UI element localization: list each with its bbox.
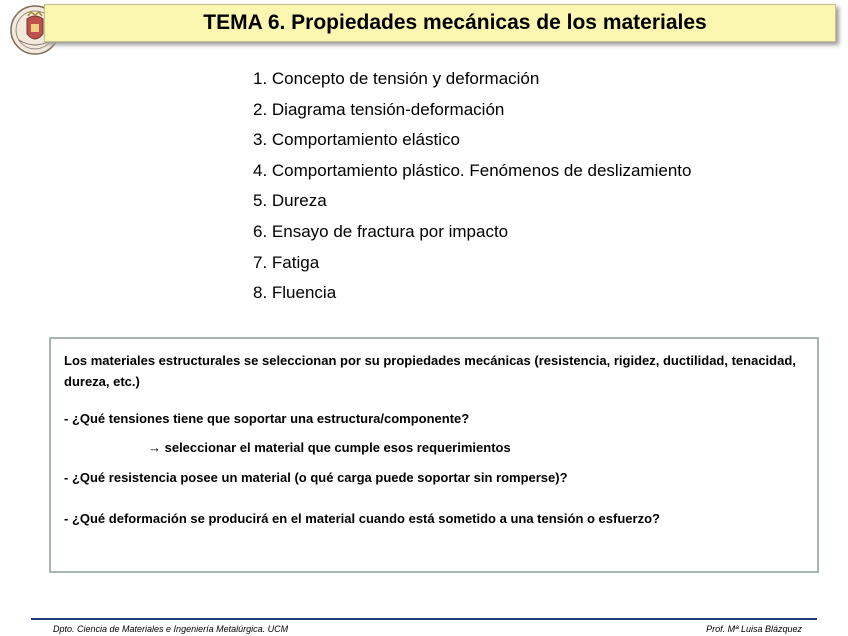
topics-list [253,64,691,309]
topic-item: 3. Comportamiento elástico [253,130,460,150]
footer-rule [31,618,817,620]
footer-department: Dpto. Ciencia de Materiales e Ingeniería Metalúrgica. UCM [53,624,289,634]
topic-item: 2. Diagrama tensión-deformación [253,99,505,119]
topic-item: 6. Ensayo de fractura por impacto [253,221,509,241]
topic-item: 4. Comportamiento plástico. Fenómenos de deslizamiento [253,160,692,180]
title-bar [44,4,836,42]
intro-text: Los materiales estructurales se seleccionan por su propiedades mecánicas (resistencia, rigidez, ductilidad, tenacidad, dureza, etc.) [64,353,796,389]
topic-item: 8. Fluencia [253,283,337,303]
topic-item: 1. Concepto de tensión y deformación [253,69,540,88]
question-3: - ¿Qué deformación se producirá en el material cuando está sometido a una tensión o esfuerzo? [64,511,660,526]
questions-box [49,337,819,573]
page-title: TEMA 6. Propiedades mecánicas de los materiales [203,11,707,34]
topic-item: 7. Fatiga [253,252,320,272]
question-2: - ¿Qué resistencia posee un material (o qué carga puede soportar sin romperse)? [64,470,568,485]
question-1: - ¿Qué tensiones tiene que soportar una estructura/componente? [64,411,470,426]
question-1-answer: → seleccionar el material que cumple esos requerimientos [148,440,511,455]
topic-item: 5. Dureza [253,191,327,211]
footer-author: Prof. Mª Luisa Blázquez [706,624,802,634]
